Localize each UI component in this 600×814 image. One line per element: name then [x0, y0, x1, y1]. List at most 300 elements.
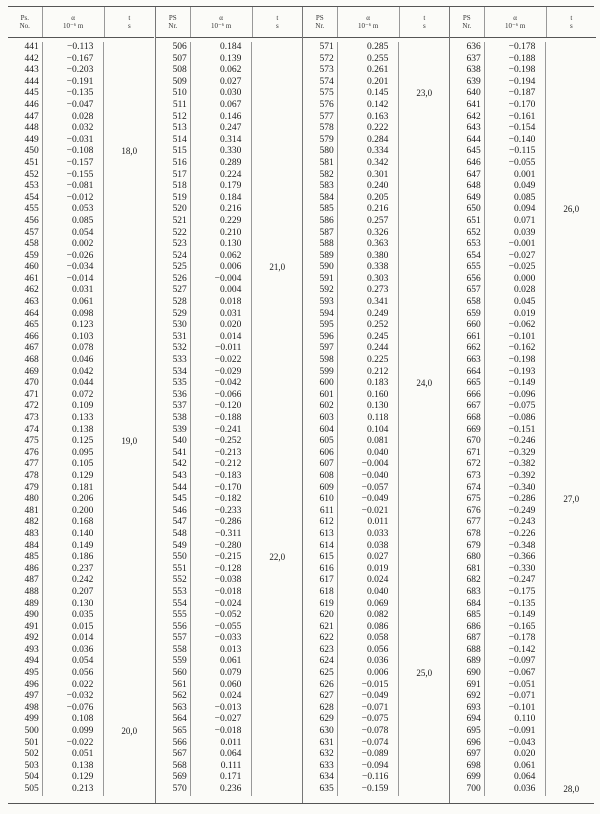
- ps-header-line: Nr.: [462, 22, 472, 30]
- t-cell: [103, 42, 154, 54]
- value-cell: −0.175: [484, 587, 546, 599]
- table-row: [303, 448, 449, 460]
- table-row: [303, 100, 449, 112]
- table-row: [8, 761, 154, 773]
- value-cell: −0.167: [42, 54, 104, 66]
- ps-cell: 557: [172, 633, 187, 644]
- value-cell: 0.058: [337, 633, 399, 645]
- ps-cell: 632: [319, 749, 334, 760]
- table-row: [8, 726, 154, 738]
- value-cell: 0.314: [190, 135, 252, 147]
- ps-cell: 544: [172, 482, 187, 493]
- ps-cell: 528: [172, 297, 187, 308]
- t-cell: [251, 123, 302, 135]
- ps-cell: 513: [172, 123, 187, 134]
- value-cell: 0.067: [190, 100, 252, 112]
- value-cell: −0.116: [337, 772, 399, 784]
- t-cell: [545, 309, 596, 321]
- t-cell: [251, 425, 302, 437]
- ps-cell: 662: [466, 343, 481, 354]
- value-cell: 0.284: [337, 135, 399, 147]
- table-row: [450, 100, 596, 112]
- ps-cell: 605: [319, 436, 334, 447]
- table-row: [156, 228, 302, 240]
- ps-cell: 509: [172, 76, 187, 87]
- value-cell: −0.247: [484, 575, 546, 587]
- table-row: [156, 390, 302, 402]
- value-cell: 0.094: [484, 204, 546, 216]
- table-row: [303, 274, 449, 286]
- ps-cell: 698: [466, 760, 481, 771]
- value-cell: 0.160: [337, 390, 399, 402]
- value-cell: −0.101: [484, 332, 546, 344]
- ps-cell: 576: [319, 99, 334, 110]
- t-cell: [545, 761, 596, 773]
- table-row: [156, 65, 302, 77]
- t-cell: [398, 564, 449, 576]
- value-cell: 0.108: [42, 714, 104, 726]
- table-row: [303, 575, 449, 587]
- table-row: [303, 413, 449, 425]
- table-row: [450, 158, 596, 170]
- ps-cell: 638: [466, 65, 481, 76]
- ps-cell: 593: [319, 297, 334, 308]
- ps-cell: 443: [24, 65, 39, 76]
- ps-cell: 476: [24, 447, 39, 458]
- ps-cell: 664: [466, 366, 481, 377]
- t-cell: [545, 425, 596, 437]
- ps-cell: 505: [24, 784, 39, 794]
- value-cell: 0.024: [337, 575, 399, 587]
- ps-cell: 577: [319, 111, 334, 122]
- ps-cell: 563: [172, 702, 187, 713]
- ps-cell: 578: [319, 123, 334, 134]
- ps-cell: 553: [172, 586, 187, 597]
- ps-cell: 652: [466, 227, 481, 238]
- table-row: [156, 784, 302, 796]
- ps-header-line: Nr.: [168, 22, 178, 30]
- table-row: [450, 575, 596, 587]
- value-cell: −0.188: [190, 413, 252, 425]
- value-cell: 0.240: [337, 181, 399, 193]
- table-row: [450, 506, 596, 518]
- value-cell: 0.054: [42, 656, 104, 668]
- value-cell: −0.047: [42, 100, 104, 112]
- table-row: [303, 726, 449, 738]
- value-cell: 0.015: [42, 622, 104, 634]
- ps-cell: 692: [466, 691, 481, 702]
- table-row: [303, 42, 449, 54]
- ps-cell: 619: [319, 598, 334, 609]
- t-cell: [251, 88, 302, 100]
- ps-cell: 683: [466, 586, 481, 597]
- table-row: [303, 204, 449, 216]
- table-row: [156, 541, 302, 553]
- value-cell: 0.105: [42, 459, 104, 471]
- table-row: [8, 42, 154, 54]
- table-row: [156, 170, 302, 182]
- table-row: [156, 714, 302, 726]
- t-cell: [398, 656, 449, 668]
- table-row: [8, 332, 154, 344]
- table-row: [450, 262, 596, 274]
- table-row: [303, 158, 449, 170]
- t-cell: [103, 390, 154, 402]
- ps-cell: 678: [466, 528, 481, 539]
- table-row: [156, 448, 302, 460]
- value-cell: 0.014: [190, 332, 252, 344]
- value-cell: −0.066: [190, 390, 252, 402]
- t-cell: [103, 65, 154, 77]
- ps-cell: 548: [172, 528, 187, 539]
- value-cell: 0.011: [337, 517, 399, 529]
- table-row: [303, 390, 449, 402]
- t-cell: [545, 436, 596, 448]
- value-cell: −0.081: [42, 181, 104, 193]
- t-cell: [251, 564, 302, 576]
- ps-cell: 446: [24, 99, 39, 110]
- ps-cell: 624: [319, 656, 334, 667]
- t-cell: [251, 575, 302, 587]
- t-cell: [103, 216, 154, 228]
- t-cell: [251, 158, 302, 170]
- table-row: [303, 680, 449, 692]
- ps-cell: 670: [466, 436, 481, 447]
- value-cell: −0.246: [484, 436, 546, 448]
- value-cell: −0.243: [484, 517, 546, 529]
- ps-cell: 687: [466, 633, 481, 644]
- table-row: [156, 703, 302, 715]
- ps-header: [156, 7, 190, 37]
- value-cell: 0.261: [337, 65, 399, 77]
- table-row: [8, 285, 154, 297]
- value-cell: 0.123: [42, 320, 104, 332]
- table-row: [8, 436, 154, 448]
- table-row: [450, 714, 596, 726]
- table-row: [8, 100, 154, 112]
- table-row: [8, 65, 154, 77]
- ps-cell: 459: [24, 250, 39, 261]
- t-cell: [251, 622, 302, 634]
- t-cell: [398, 146, 449, 158]
- t-cell: [103, 494, 154, 506]
- t-cell: [398, 680, 449, 692]
- value-cell: 0.326: [337, 228, 399, 240]
- t-cell: [251, 390, 302, 402]
- t-cell: [251, 459, 302, 471]
- t-header-line: s: [422, 22, 426, 30]
- ps-cell: 694: [466, 714, 481, 725]
- value-cell: 0.028: [484, 285, 546, 297]
- t-cell: [398, 390, 449, 402]
- value-cell: 0.103: [42, 332, 104, 344]
- table-row: [156, 506, 302, 518]
- ps-cell: 637: [466, 53, 481, 64]
- ps-cell: 575: [319, 88, 334, 99]
- value-cell: 0.216: [337, 204, 399, 216]
- table-row: [156, 216, 302, 228]
- ps-cell: 444: [24, 76, 39, 87]
- t-cell: [398, 645, 449, 657]
- table-row: [156, 564, 302, 576]
- table-row: [303, 784, 449, 796]
- table-row: [450, 656, 596, 668]
- value-cell: 0.184: [190, 42, 252, 54]
- value-cell: 0.363: [337, 239, 399, 251]
- ps-cell: 647: [466, 169, 481, 180]
- table-row: [303, 772, 449, 784]
- t-cell: [398, 738, 449, 750]
- t-cell: [398, 181, 449, 193]
- table-row: [156, 401, 302, 413]
- value-cell: −0.366: [484, 552, 546, 564]
- t-header-line: t: [276, 14, 279, 22]
- ps-cell: 613: [319, 528, 334, 539]
- ps-cell: 543: [172, 470, 187, 481]
- t-cell: [251, 494, 302, 506]
- value-cell: 0.201: [337, 77, 399, 89]
- value-cell: 0.111: [190, 761, 252, 773]
- ps-cell: 570: [172, 784, 187, 794]
- value-cell: 0.129: [42, 772, 104, 784]
- ps-cell: 537: [172, 401, 187, 412]
- ps-cell: 643: [466, 123, 481, 134]
- value-cell: −0.392: [484, 471, 546, 483]
- table-row: [450, 622, 596, 634]
- t-cell: [103, 714, 154, 726]
- ps-cell: 522: [172, 227, 187, 238]
- value-cell: 0.303: [337, 274, 399, 286]
- value-cell: 0.022: [42, 680, 104, 692]
- t-cell: [103, 135, 154, 147]
- ps-cell: 620: [319, 610, 334, 621]
- t-cell: 20,0: [103, 726, 154, 738]
- value-cell: 0.020: [190, 320, 252, 332]
- t-cell: [545, 680, 596, 692]
- value-cell: 0.085: [484, 193, 546, 205]
- t-cell: [103, 506, 154, 518]
- table-row: [8, 274, 154, 286]
- table-row: [450, 448, 596, 460]
- value-cell: −0.241: [190, 425, 252, 437]
- t-cell: [103, 239, 154, 251]
- t-cell: [251, 784, 302, 796]
- value-cell: 0.338: [337, 262, 399, 274]
- table-row: [303, 738, 449, 750]
- table-row: [450, 332, 596, 344]
- ps-cell: 539: [172, 424, 187, 435]
- ps-cell: 697: [466, 749, 481, 760]
- t-header-line: t: [423, 14, 426, 22]
- t-cell: [251, 413, 302, 425]
- t-cell: [103, 587, 154, 599]
- value-cell: 0.072: [42, 390, 104, 402]
- t-cell: [398, 587, 449, 599]
- value-cell: 0.222: [337, 123, 399, 135]
- table-row: [303, 459, 449, 471]
- ps-cell: 525: [172, 262, 187, 273]
- ps-cell: 580: [319, 146, 334, 157]
- ps-cell: 663: [466, 355, 481, 366]
- ps-cell: 693: [466, 702, 481, 713]
- ps-cell: 540: [172, 436, 187, 447]
- value-cell: 0.056: [337, 645, 399, 657]
- table-row: [450, 401, 596, 413]
- ps-cell: 667: [466, 401, 481, 412]
- ps-cell: 516: [172, 157, 187, 168]
- ps-cell: 592: [319, 285, 334, 296]
- table-row: [303, 320, 449, 332]
- t-cell: [545, 193, 596, 205]
- value-cell: 0.098: [42, 309, 104, 321]
- value-cell: −0.086: [484, 413, 546, 425]
- table-row: [156, 413, 302, 425]
- ps-cell: 591: [319, 273, 334, 284]
- t-cell: [251, 726, 302, 738]
- t-cell: [545, 135, 596, 147]
- ps-cell: 644: [466, 134, 481, 145]
- table-row: [303, 54, 449, 66]
- value-cell: 0.140: [42, 529, 104, 541]
- t-cell: [103, 123, 154, 135]
- ps-cell: 596: [319, 331, 334, 342]
- ps-cell: 657: [466, 285, 481, 296]
- table-row: [450, 146, 596, 158]
- ps-header-line: PS: [168, 14, 177, 22]
- table-row: [156, 112, 302, 124]
- t-cell: [545, 691, 596, 703]
- t-cell: [545, 714, 596, 726]
- table-row: [450, 413, 596, 425]
- t-cell: [545, 599, 596, 611]
- ps-cell: 532: [172, 343, 187, 354]
- t-cell: [103, 343, 154, 355]
- t-cell: [545, 378, 596, 390]
- ps-cell: 626: [319, 679, 334, 690]
- t-cell: [103, 529, 154, 541]
- ps-cell: 452: [24, 169, 39, 180]
- ps-cell: 589: [319, 250, 334, 261]
- table-row: [450, 123, 596, 135]
- t-cell: [251, 483, 302, 495]
- table-row: [8, 541, 154, 553]
- t-cell: [545, 181, 596, 193]
- ps-cell: 527: [172, 285, 187, 296]
- value-cell: 0.252: [337, 320, 399, 332]
- value-cell: 0.289: [190, 158, 252, 170]
- table-row: [303, 714, 449, 726]
- t-cell: [103, 251, 154, 263]
- value-cell: −0.382: [484, 459, 546, 471]
- table-row: [8, 123, 154, 135]
- value-cell: 0.056: [42, 668, 104, 680]
- table-row: [8, 367, 154, 379]
- ps-cell: 485: [24, 552, 39, 563]
- ps-cell: 559: [172, 656, 187, 667]
- t-cell: [398, 65, 449, 77]
- t-cell: [251, 761, 302, 773]
- t-cell: [545, 239, 596, 251]
- ps-cell: 676: [466, 505, 481, 516]
- value-cell: 0.082: [337, 610, 399, 622]
- ps-cell: 466: [24, 331, 39, 342]
- value-cell: −0.013: [190, 703, 252, 715]
- value-cell: −0.178: [484, 633, 546, 645]
- value-cell: −0.055: [190, 622, 252, 634]
- value-header-line: α: [513, 14, 517, 22]
- t-cell: [545, 645, 596, 657]
- t-header: [546, 7, 596, 37]
- ps-cell: 642: [466, 111, 481, 122]
- ps-cell: 597: [319, 343, 334, 354]
- t-cell: [251, 251, 302, 263]
- table-row: [303, 88, 449, 100]
- ps-cell: 515: [172, 146, 187, 157]
- table-row: [156, 494, 302, 506]
- table-row: [8, 738, 154, 750]
- t-cell: [251, 343, 302, 355]
- ps-cell: 468: [24, 355, 39, 366]
- table-row: [303, 146, 449, 158]
- t-cell: [398, 703, 449, 715]
- ps-cell: 606: [319, 447, 334, 458]
- table-row: [156, 135, 302, 147]
- t-cell: [103, 262, 154, 274]
- value-cell: 0.031: [42, 285, 104, 297]
- ps-cell: 665: [466, 378, 481, 389]
- value-cell: 0.085: [42, 216, 104, 228]
- value-cell: −0.004: [337, 459, 399, 471]
- t-cell: [251, 65, 302, 77]
- table-row: [303, 355, 449, 367]
- t-cell: [545, 459, 596, 471]
- ps-cell: 695: [466, 726, 481, 737]
- ps-cell: 471: [24, 389, 39, 400]
- value-cell: 0.079: [190, 668, 252, 680]
- value-cell: −0.001: [484, 239, 546, 251]
- table-row: [8, 691, 154, 703]
- ps-cell: 628: [319, 702, 334, 713]
- group-header: [8, 7, 154, 38]
- table-row: [303, 471, 449, 483]
- ps-cell: 621: [319, 621, 334, 632]
- t-cell: [103, 112, 154, 124]
- value-cell: 0.049: [484, 181, 546, 193]
- ps-cell: 547: [172, 517, 187, 528]
- value-cell: 0.245: [337, 332, 399, 344]
- ps-cell: 455: [24, 204, 39, 215]
- table-row: [303, 239, 449, 251]
- ps-cell: 451: [24, 157, 39, 168]
- t-cell: [103, 483, 154, 495]
- value-cell: −0.029: [190, 367, 252, 379]
- ps-cell: 501: [24, 737, 39, 748]
- t-cell: [398, 158, 449, 170]
- t-header-line: s: [569, 22, 573, 30]
- ps-cell: 472: [24, 401, 39, 412]
- value-header-line: α: [71, 14, 75, 22]
- table-row: [156, 680, 302, 692]
- table-row: [8, 146, 154, 158]
- table-row: [156, 749, 302, 761]
- table-row: [8, 228, 154, 240]
- ps-cell: 646: [466, 157, 481, 168]
- ps-cell: 616: [319, 563, 334, 574]
- t-cell: [103, 274, 154, 286]
- ps-cell: 518: [172, 181, 187, 192]
- value-cell: −0.026: [42, 251, 104, 263]
- value-cell: 0.285: [337, 42, 399, 54]
